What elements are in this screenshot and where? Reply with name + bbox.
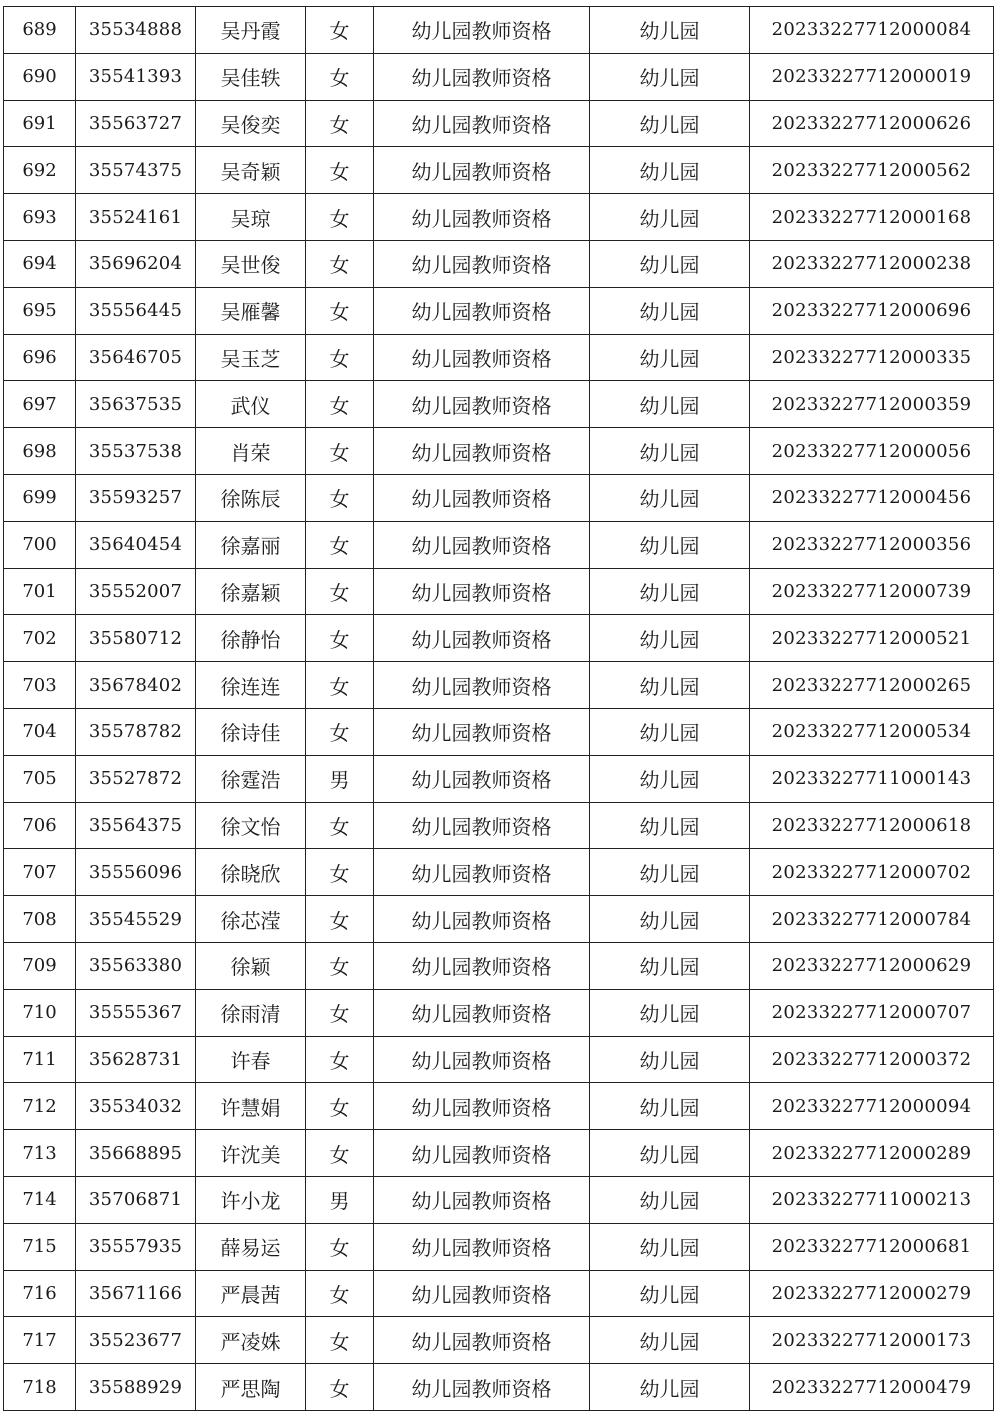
- table-row: [4, 1083, 994, 1130]
- exam-id-cell: 35628731: [76, 1036, 196, 1083]
- certificate-type-cell: 幼儿园教师资格: [374, 474, 590, 521]
- certificate-list-table: [3, 6, 994, 1411]
- name-cell: 武仪: [196, 381, 306, 428]
- certificate-type-cell: 幼儿园教师资格: [374, 568, 590, 615]
- exam-id-cell: 35541393: [76, 53, 196, 100]
- sex-cell: 女: [306, 334, 374, 381]
- table-row: [4, 802, 994, 849]
- sex-cell: 女: [306, 1317, 374, 1364]
- row-number: 700: [4, 521, 76, 568]
- subject-cell: 幼儿园: [590, 942, 750, 989]
- subject-cell: 幼儿园: [590, 755, 750, 802]
- subject-cell: 幼儿园: [590, 1223, 750, 1270]
- name-cell: 吴世俊: [196, 240, 306, 287]
- certificate-type-cell: 幼儿园教师资格: [374, 755, 590, 802]
- name-cell: 许小龙: [196, 1176, 306, 1223]
- name-cell: 徐颖: [196, 942, 306, 989]
- subject-cell: 幼儿园: [590, 53, 750, 100]
- certificate-type-cell: 幼儿园教师资格: [374, 381, 590, 428]
- row-number: 694: [4, 240, 76, 287]
- sex-cell: 女: [306, 53, 374, 100]
- table-row: [4, 1130, 994, 1177]
- table-row: [4, 1270, 994, 1317]
- sex-cell: 女: [306, 568, 374, 615]
- table-row: [4, 147, 994, 194]
- certificate-number-cell: 20233227712000335: [750, 334, 994, 381]
- row-number: 706: [4, 802, 76, 849]
- certificate-type-cell: 幼儿园教师资格: [374, 896, 590, 943]
- sex-cell: 女: [306, 287, 374, 334]
- certificate-type-cell: 幼儿园教师资格: [374, 1176, 590, 1223]
- row-number: 711: [4, 1036, 76, 1083]
- certificate-type-cell: 幼儿园教师资格: [374, 7, 590, 54]
- table-body: [4, 7, 994, 1411]
- row-number: 710: [4, 989, 76, 1036]
- name-cell: 严思陶: [196, 1364, 306, 1411]
- name-cell: 许春: [196, 1036, 306, 1083]
- certificate-type-cell: 幼儿园教师资格: [374, 1364, 590, 1411]
- sex-cell: 女: [306, 989, 374, 1036]
- certificate-type-cell: 幼儿园教师资格: [374, 802, 590, 849]
- certificate-number-cell: 20233227712000168: [750, 194, 994, 241]
- table-row: [4, 194, 994, 241]
- certificate-type-cell: 幼儿园教师资格: [374, 521, 590, 568]
- row-number: 715: [4, 1223, 76, 1270]
- row-number: 689: [4, 7, 76, 54]
- table-row: [4, 1176, 994, 1223]
- subject-cell: 幼儿园: [590, 1364, 750, 1411]
- table-row: [4, 662, 994, 709]
- certificate-type-cell: 幼儿园教师资格: [374, 849, 590, 896]
- name-cell: 吴奇颖: [196, 147, 306, 194]
- subject-cell: 幼儿园: [590, 334, 750, 381]
- row-number: 690: [4, 53, 76, 100]
- sex-cell: 女: [306, 1083, 374, 1130]
- certificate-type-cell: 幼儿园教师资格: [374, 708, 590, 755]
- row-number: 699: [4, 474, 76, 521]
- table-row: [4, 474, 994, 521]
- subject-cell: 幼儿园: [590, 1036, 750, 1083]
- exam-id-cell: 35678402: [76, 662, 196, 709]
- sex-cell: 女: [306, 1130, 374, 1177]
- subject-cell: 幼儿园: [590, 802, 750, 849]
- row-number: 705: [4, 755, 76, 802]
- subject-cell: 幼儿园: [590, 1130, 750, 1177]
- name-cell: 徐雨清: [196, 989, 306, 1036]
- subject-cell: 幼儿园: [590, 194, 750, 241]
- subject-cell: 幼儿园: [590, 1270, 750, 1317]
- certificate-number-cell: 20233227712000265: [750, 662, 994, 709]
- table-row: [4, 1036, 994, 1083]
- sex-cell: 女: [306, 896, 374, 943]
- subject-cell: 幼儿园: [590, 849, 750, 896]
- table-row: [4, 755, 994, 802]
- subject-cell: 幼儿园: [590, 381, 750, 428]
- certificate-number-cell: 20233227712000279: [750, 1270, 994, 1317]
- certificate-number-cell: 20233227711000213: [750, 1176, 994, 1223]
- table-row: [4, 896, 994, 943]
- certificate-type-cell: 幼儿园教师资格: [374, 1130, 590, 1177]
- sex-cell: 女: [306, 474, 374, 521]
- sex-cell: 女: [306, 708, 374, 755]
- certificate-number-cell: 20233227712000084: [750, 7, 994, 54]
- sex-cell: 女: [306, 147, 374, 194]
- exam-id-cell: 35524161: [76, 194, 196, 241]
- subject-cell: 幼儿园: [590, 240, 750, 287]
- name-cell: 徐连连: [196, 662, 306, 709]
- certificate-type-cell: 幼儿园教师资格: [374, 989, 590, 1036]
- name-cell: 徐嘉颖: [196, 568, 306, 615]
- sex-cell: 女: [306, 100, 374, 147]
- certificate-number-cell: 20233227712000739: [750, 568, 994, 615]
- exam-id-cell: 35555367: [76, 989, 196, 1036]
- table-row: [4, 100, 994, 147]
- subject-cell: 幼儿园: [590, 1317, 750, 1364]
- certificate-type-cell: 幼儿园教师资格: [374, 194, 590, 241]
- exam-id-cell: 35552007: [76, 568, 196, 615]
- row-number: 708: [4, 896, 76, 943]
- table-row: [4, 615, 994, 662]
- sex-cell: 女: [306, 1036, 374, 1083]
- name-cell: 徐芯滢: [196, 896, 306, 943]
- table-row: [4, 568, 994, 615]
- name-cell: 吴丹霞: [196, 7, 306, 54]
- table-row: [4, 287, 994, 334]
- sex-cell: 男: [306, 755, 374, 802]
- row-number: 701: [4, 568, 76, 615]
- exam-id-cell: 35523677: [76, 1317, 196, 1364]
- exam-id-cell: 35537538: [76, 428, 196, 475]
- table-row: [4, 53, 994, 100]
- exam-id-cell: 35696204: [76, 240, 196, 287]
- exam-id-cell: 35668895: [76, 1130, 196, 1177]
- name-cell: 许慧娟: [196, 1083, 306, 1130]
- exam-id-cell: 35563727: [76, 100, 196, 147]
- name-cell: 肖荣: [196, 428, 306, 475]
- table-row: [4, 708, 994, 755]
- table-row: [4, 942, 994, 989]
- exam-id-cell: 35671166: [76, 1270, 196, 1317]
- certificate-number-cell: 20233227712000094: [750, 1083, 994, 1130]
- exam-id-cell: 35578782: [76, 708, 196, 755]
- row-number: 717: [4, 1317, 76, 1364]
- sex-cell: 女: [306, 428, 374, 475]
- name-cell: 徐诗佳: [196, 708, 306, 755]
- subject-cell: 幼儿园: [590, 287, 750, 334]
- row-number: 697: [4, 381, 76, 428]
- exam-id-cell: 35556445: [76, 287, 196, 334]
- name-cell: 吴俊奕: [196, 100, 306, 147]
- certificate-type-cell: 幼儿园教师资格: [374, 100, 590, 147]
- name-cell: 薛易运: [196, 1223, 306, 1270]
- row-number: 704: [4, 708, 76, 755]
- table-row: [4, 240, 994, 287]
- name-cell: 徐陈辰: [196, 474, 306, 521]
- sex-cell: 女: [306, 381, 374, 428]
- certificate-number-cell: 20233227712000702: [750, 849, 994, 896]
- certificate-type-cell: 幼儿园教师资格: [374, 1083, 590, 1130]
- exam-id-cell: 35545529: [76, 896, 196, 943]
- certificate-type-cell: 幼儿园教师资格: [374, 1036, 590, 1083]
- row-number: 698: [4, 428, 76, 475]
- subject-cell: 幼儿园: [590, 428, 750, 475]
- subject-cell: 幼儿园: [590, 1083, 750, 1130]
- name-cell: 吴雁馨: [196, 287, 306, 334]
- certificate-number-cell: 20233227712000562: [750, 147, 994, 194]
- exam-id-cell: 35527872: [76, 755, 196, 802]
- table-row: [4, 428, 994, 475]
- table-row: [4, 1223, 994, 1270]
- exam-id-cell: 35563380: [76, 942, 196, 989]
- row-number: 695: [4, 287, 76, 334]
- certificate-type-cell: 幼儿园教师资格: [374, 334, 590, 381]
- exam-id-cell: 35580712: [76, 615, 196, 662]
- row-number: 696: [4, 334, 76, 381]
- row-number: 714: [4, 1176, 76, 1223]
- row-number: 691: [4, 100, 76, 147]
- certificate-number-cell: 20233227712000359: [750, 381, 994, 428]
- exam-id-cell: 35534032: [76, 1083, 196, 1130]
- sex-cell: 女: [306, 194, 374, 241]
- exam-id-cell: 35593257: [76, 474, 196, 521]
- sex-cell: 女: [306, 1270, 374, 1317]
- certificate-number-cell: 20233227712000681: [750, 1223, 994, 1270]
- sex-cell: 女: [306, 615, 374, 662]
- row-number: 702: [4, 615, 76, 662]
- name-cell: 徐嘉丽: [196, 521, 306, 568]
- row-number: 718: [4, 1364, 76, 1411]
- name-cell: 徐文怡: [196, 802, 306, 849]
- certificate-type-cell: 幼儿园教师资格: [374, 1223, 590, 1270]
- certificate-number-cell: 20233227712000618: [750, 802, 994, 849]
- subject-cell: 幼儿园: [590, 568, 750, 615]
- certificate-number-cell: 20233227712000372: [750, 1036, 994, 1083]
- certificate-number-cell: 20233227711000143: [750, 755, 994, 802]
- certificate-type-cell: 幼儿园教师资格: [374, 53, 590, 100]
- exam-id-cell: 35637535: [76, 381, 196, 428]
- name-cell: 严晨茜: [196, 1270, 306, 1317]
- sex-cell: 女: [306, 521, 374, 568]
- certificate-number-cell: 20233227712000019: [750, 53, 994, 100]
- exam-id-cell: 35534888: [76, 7, 196, 54]
- subject-cell: 幼儿园: [590, 662, 750, 709]
- certificate-type-cell: 幼儿园教师资格: [374, 428, 590, 475]
- name-cell: 许沈美: [196, 1130, 306, 1177]
- certificate-type-cell: 幼儿园教师资格: [374, 662, 590, 709]
- exam-id-cell: 35556096: [76, 849, 196, 896]
- row-number: 712: [4, 1083, 76, 1130]
- row-number: 703: [4, 662, 76, 709]
- name-cell: 吴佳轶: [196, 53, 306, 100]
- sex-cell: 女: [306, 240, 374, 287]
- table-row: [4, 1364, 994, 1411]
- certificate-number-cell: 20233227712000056: [750, 428, 994, 475]
- certificate-type-cell: 幼儿园教师资格: [374, 287, 590, 334]
- table-row: [4, 334, 994, 381]
- row-number: 709: [4, 942, 76, 989]
- certificate-type-cell: 幼儿园教师资格: [374, 240, 590, 287]
- name-cell: 徐霆浩: [196, 755, 306, 802]
- sex-cell: 女: [306, 942, 374, 989]
- exam-id-cell: 35646705: [76, 334, 196, 381]
- certificate-number-cell: 20233227712000479: [750, 1364, 994, 1411]
- subject-cell: 幼儿园: [590, 896, 750, 943]
- name-cell: 严凌姝: [196, 1317, 306, 1364]
- row-number: 716: [4, 1270, 76, 1317]
- sex-cell: 女: [306, 1364, 374, 1411]
- name-cell: 徐晓欣: [196, 849, 306, 896]
- certificate-number-cell: 20233227712000356: [750, 521, 994, 568]
- exam-id-cell: 35564375: [76, 802, 196, 849]
- table-row: [4, 849, 994, 896]
- row-number: 707: [4, 849, 76, 896]
- subject-cell: 幼儿园: [590, 1176, 750, 1223]
- sex-cell: 女: [306, 1223, 374, 1270]
- certificate-number-cell: 20233227712000173: [750, 1317, 994, 1364]
- name-cell: 吴玉芝: [196, 334, 306, 381]
- sex-cell: 女: [306, 849, 374, 896]
- table-row: [4, 7, 994, 54]
- name-cell: 吴琼: [196, 194, 306, 241]
- row-number: 713: [4, 1130, 76, 1177]
- subject-cell: 幼儿园: [590, 7, 750, 54]
- table-row: [4, 989, 994, 1036]
- subject-cell: 幼儿园: [590, 708, 750, 755]
- row-number: 692: [4, 147, 76, 194]
- subject-cell: 幼儿园: [590, 615, 750, 662]
- exam-id-cell: 35557935: [76, 1223, 196, 1270]
- exam-id-cell: 35706871: [76, 1176, 196, 1223]
- certificate-number-cell: 20233227712000456: [750, 474, 994, 521]
- exam-id-cell: 35574375: [76, 147, 196, 194]
- certificate-number-cell: 20233227712000626: [750, 100, 994, 147]
- table-row: [4, 1317, 994, 1364]
- sex-cell: 女: [306, 662, 374, 709]
- exam-id-cell: 35588929: [76, 1364, 196, 1411]
- certificate-number-cell: 20233227712000707: [750, 989, 994, 1036]
- exam-id-cell: 35640454: [76, 521, 196, 568]
- table-row: [4, 521, 994, 568]
- certificate-number-cell: 20233227712000534: [750, 708, 994, 755]
- certificate-type-cell: 幼儿园教师资格: [374, 615, 590, 662]
- certificate-type-cell: 幼儿园教师资格: [374, 1270, 590, 1317]
- certificate-type-cell: 幼儿园教师资格: [374, 147, 590, 194]
- certificate-number-cell: 20233227712000629: [750, 942, 994, 989]
- subject-cell: 幼儿园: [590, 147, 750, 194]
- row-number: 693: [4, 194, 76, 241]
- certificate-number-cell: 20233227712000521: [750, 615, 994, 662]
- certificate-number-cell: 20233227712000289: [750, 1130, 994, 1177]
- sex-cell: 女: [306, 802, 374, 849]
- subject-cell: 幼儿园: [590, 100, 750, 147]
- name-cell: 徐静怡: [196, 615, 306, 662]
- certificate-number-cell: 20233227712000784: [750, 896, 994, 943]
- certificate-type-cell: 幼儿园教师资格: [374, 1317, 590, 1364]
- sex-cell: 女: [306, 7, 374, 54]
- certificate-number-cell: 20233227712000696: [750, 287, 994, 334]
- subject-cell: 幼儿园: [590, 989, 750, 1036]
- certificate-number-cell: 20233227712000238: [750, 240, 994, 287]
- sex-cell: 男: [306, 1176, 374, 1223]
- subject-cell: 幼儿园: [590, 521, 750, 568]
- certificate-type-cell: 幼儿园教师资格: [374, 942, 590, 989]
- table-row: [4, 381, 994, 428]
- subject-cell: 幼儿园: [590, 474, 750, 521]
